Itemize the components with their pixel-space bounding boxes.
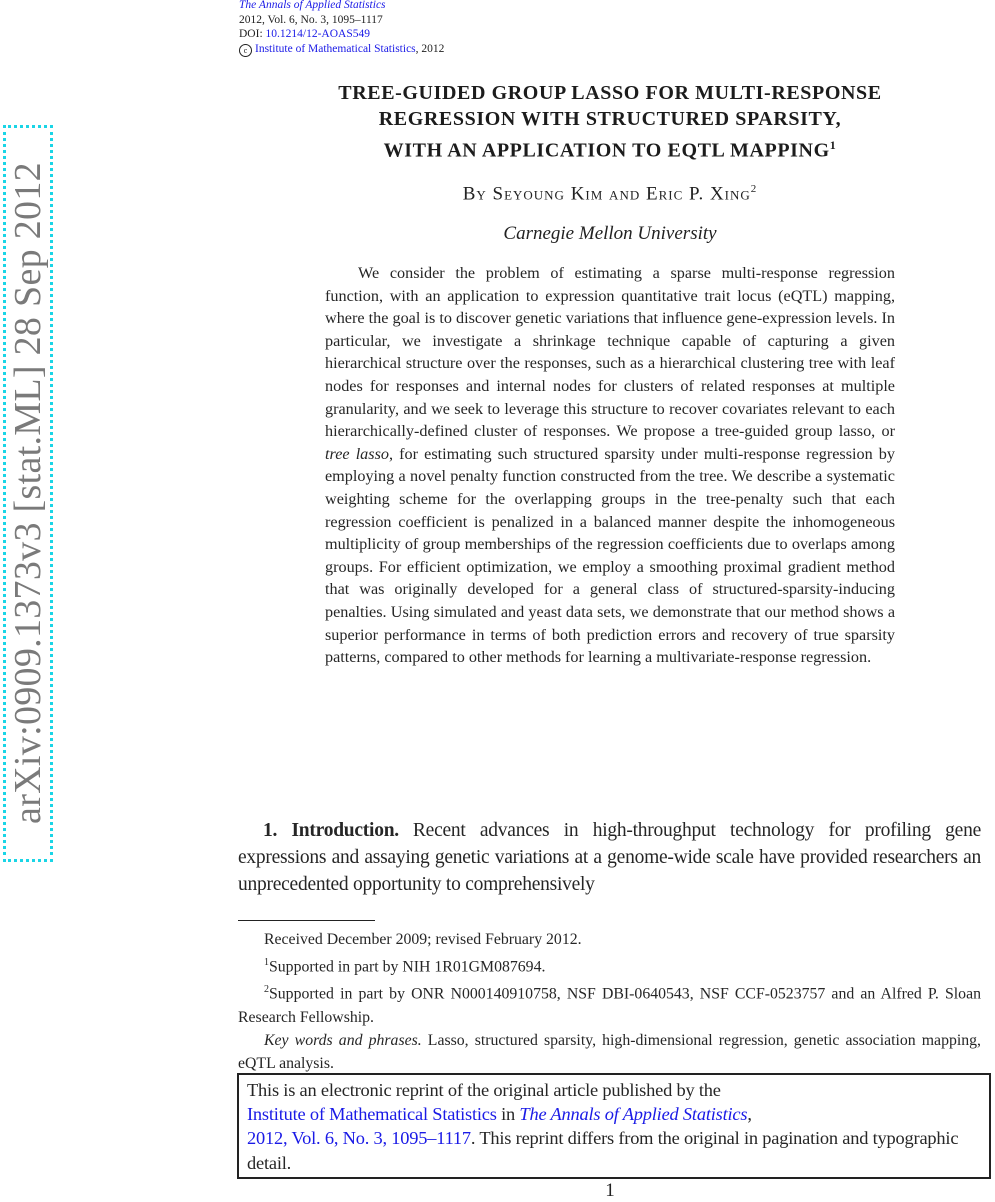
footnote-2 [238, 978, 981, 1028]
copyright-icon: c [239, 44, 252, 57]
reprint-journal-link[interactable]: The Annals of Applied Statistics [519, 1104, 748, 1125]
author-footnote-mark[interactable]: 2 [750, 183, 758, 195]
journal-citation: 2012, Vol. 6, No. 3, 1095–1117 [239, 13, 383, 26]
footnote-2-text: Supported in part by ONR N000140910758, NSF DBI-0640543, NSF CCF-0523757 and an Alfred P. Sloan Research Fellowship. [238, 985, 981, 1026]
footnote-1-mark: 1 [264, 957, 269, 968]
reprint-publisher-link[interactable]: Institute of Mathematical Statistics [247, 1104, 497, 1125]
keywords-label: Key words and phrases. [264, 1031, 422, 1049]
reprint-citation-link[interactable]: 2012, Vol. 6, No. 3, 1095–1117 [247, 1128, 471, 1149]
doi-label: DOI: [239, 28, 266, 41]
arxiv-stamp[interactable]: arXiv:0909.1373v3 [stat.ML] 28 Sep 2012 [7, 162, 49, 824]
authors [230, 183, 990, 205]
abstract-text-2: , for estimating such structured sparsity under multi-response regression by employing a novel penalty function constructed from the tree. We describe a systematic weighting scheme for the overlapping groups in the tree-penalty such that each regression coefficient is penalized in a balanced manner despite the inhomogeneous multiplicity of group memberships of the regression coefficients due to overlaps among groups. For efficient optimization, we employ a smoothing proximal gradient method that was originally developed for a general class of structured-sparsity-inducing penalties. Using simulated and yeast data sets, we demonstrate that our method shows a superior performance in terms of both prediction errors and recovery of true sparsity patterns, compared to other methods for learning a multivariate-response regression. [325, 444, 895, 667]
footnote-1 [238, 951, 981, 978]
section-heading: 1. Introduction. [263, 820, 399, 841]
reprint-notice [237, 1073, 991, 1179]
publisher-link[interactable]: Institute of Mathematical Statistics [255, 42, 416, 55]
footnotes [238, 928, 981, 1075]
paper-title [230, 80, 990, 164]
title-line-2: REGRESSION WITH STRUCTURED SPARSITY, [378, 108, 842, 130]
page-number: 1 [605, 1180, 615, 1201]
affiliation: Carnegie Mellon University [503, 223, 717, 244]
reprint-comma: , [747, 1104, 752, 1125]
keywords-text: Lasso, structured sparsity, high-dimensional regression, genetic association mapping, eQTL analysis. [238, 1031, 981, 1072]
journal-header [239, 0, 444, 57]
keywords [238, 1029, 981, 1075]
title-line-1: TREE-GUIDED GROUP LASSO FOR MULTI-RESPONSE [338, 82, 882, 104]
footnote-2-mark: 2 [264, 984, 269, 996]
abstract-text-1: We consider the problem of estimating a sparse multi-response regression function, with an application to expression quantitative trait locus (eQTL) mapping, where the goal is to discover genetic variations that influence gene-expression levels. In particular, we investigate a shrinkage technique capable of capturing a given hierarchical structure over the responses, such as a hierarchical clustering tree with leaf nodes for responses and internal nodes for clusters of related responses at multiple granularity, and we seek to leverage this structure to recover covariates relevant to each hierarchically-defined cluster of responses. We propose a tree-guided group lasso, or [325, 264, 895, 441]
title-footnote-mark[interactable]: 1 [829, 138, 837, 152]
title-line-3: WITH AN APPLICATION TO EQTL MAPPING [383, 139, 830, 162]
reprint-in: in [496, 1104, 520, 1125]
copyright-year: , 2012 [415, 42, 445, 55]
received-date: Received December 2009; revised February 2012. [264, 931, 582, 948]
footnote-1-text: Supported in part by NIH 1R01GM087694. [269, 958, 546, 976]
footnote-divider [238, 920, 375, 921]
reprint-text-2: . This reprint differs from the original in pagination and typographic detail. [247, 1128, 959, 1173]
introduction-text: Recent advances in high-throughput technology for profiling gene expressions and assaying genetic variations at a genome-wide scale have provided researchers an unprecedented opportunity to comprehensively [238, 820, 981, 895]
author-names: By Seyoung Kim and Eric P. Xing [462, 183, 751, 205]
abstract-italic-term: tree lasso [325, 444, 389, 463]
introduction-section [238, 817, 981, 898]
reprint-text-1: This is an electronic reprint of the original article published by the [247, 1080, 721, 1100]
doi-link[interactable]: 10.1214/12-AOAS549 [265, 28, 370, 41]
journal-name-link[interactable]: The Annals of Applied Statistics [239, 0, 386, 11]
abstract [325, 262, 895, 669]
